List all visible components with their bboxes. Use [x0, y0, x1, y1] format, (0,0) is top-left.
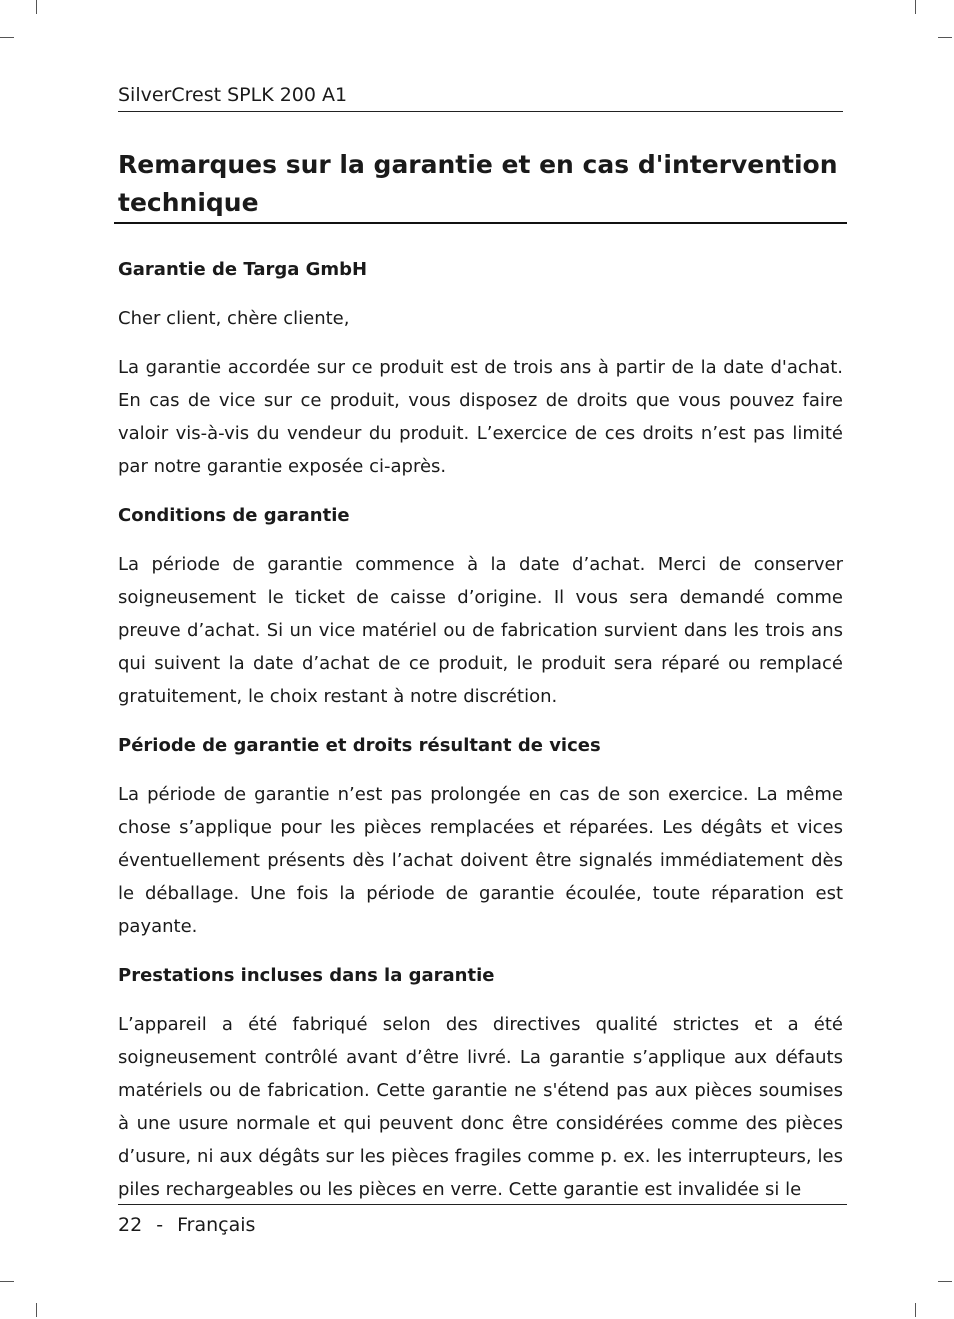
- crop-mark: [938, 37, 952, 38]
- footer-language: Français: [177, 1214, 256, 1236]
- paragraph: L’appareil a été fabriqué selon des directives qualité strictes et a été soigneusement contrôlé avant d’être livré. La garantie s’applique aux défauts matériels ou de fabrication. Cette garantie ne s'étend pas aux pièces soumises à une usure normale et qui peuvent donc être considérées comme des pièces d’usure, ni aux dégâts sur les pièces fragiles comme p. ex. les interrupteurs, les piles rechargeables ou les pièces en verre. Cette garantie est invalidée si le: [118, 1014, 843, 1200]
- section-garantie-targa: [118, 253, 843, 483]
- crop-mark: [36, 1303, 37, 1317]
- section-heading: Garantie de Targa GmbH: [118, 259, 368, 280]
- footer-divider: [118, 1204, 847, 1205]
- section-prestations: [118, 959, 843, 1206]
- section-periode: [118, 729, 843, 943]
- section-heading: Période de garantie et droits résultant de vices: [118, 735, 601, 756]
- page-footer: [118, 1210, 255, 1240]
- footer-separator: -: [156, 1214, 164, 1236]
- section-heading: Conditions de garantie: [118, 505, 350, 526]
- paragraph: Cher client, chère cliente,: [118, 308, 350, 329]
- paragraph: La période de garantie commence à la date d’achat. Merci de conserver soigneusement le ticket de caisse d’origine. Il vous sera demandé comme preuve d’achat. Si un vice matériel ou de fabrication survient dans les trois ans qui suivent la date d’achat de ce produit, le produit sera réparé ou remplacé gratuitement, le choix restant à notre discrétion.: [118, 554, 843, 707]
- crop-mark: [0, 37, 14, 38]
- section-conditions: [118, 499, 843, 713]
- paragraph: La période de garantie n’est pas prolongée en cas de son exercice. La même chose s’applique pour les pièces remplacées et réparées. Les dégâts et vices éventuellement présents dès l’achat doivent être signalés immédiatement dès le déballage. Une fois la période de garantie écoulée, toute réparation est payante.: [118, 784, 843, 937]
- crop-mark: [915, 0, 916, 14]
- page-title: Remarques sur la garantie et en cas d'intervention technique: [118, 150, 838, 217]
- crop-mark: [938, 1281, 952, 1282]
- title-divider: [114, 222, 847, 224]
- header-divider: [118, 111, 843, 112]
- crop-mark: [915, 1303, 916, 1317]
- paragraph: La garantie accordée sur ce produit est de trois ans à partir de la date d'achat. En cas de vice sur ce produit, vous disposez de droits que vous pouvez faire valoir vis-à-vis du vendeur du produit. L’exercice de ces droits n’est pas limité par notre garantie exposée ci-après.: [118, 357, 843, 477]
- document-body: [118, 253, 843, 1222]
- page-number: 22: [118, 1214, 143, 1236]
- crop-mark: [36, 0, 37, 14]
- crop-mark: [0, 1281, 14, 1282]
- running-header: SilverCrest SPLK 200 A1: [118, 84, 348, 106]
- section-heading: Prestations incluses dans la garantie: [118, 965, 495, 986]
